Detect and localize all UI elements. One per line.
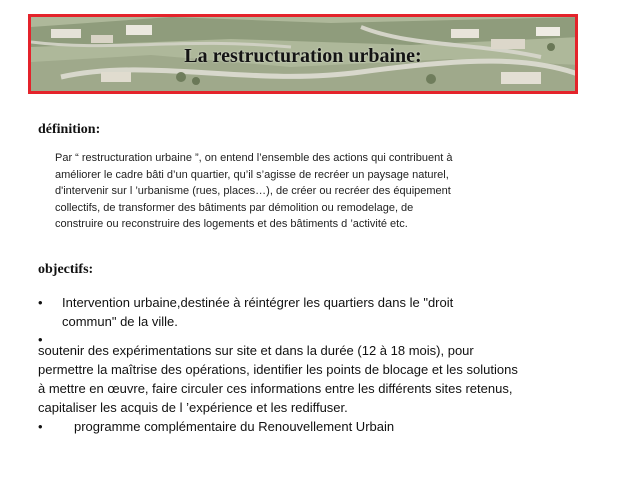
objective-2-line: à mettre en œuvre, faire circuler ces informations entre les différents sites retenus, — [38, 381, 513, 396]
definition-heading: définition: — [38, 122, 101, 137]
list-item — [38, 341, 613, 417]
header-banner — [28, 14, 578, 94]
list-item — [38, 417, 394, 436]
definition-line: construire ou reconstruire des logements et des bâtiments d ’activité etc. — [55, 218, 408, 230]
objective-2-line: soutenir des expérimentations sur site et dans la durée (12 à 18 mois), pour — [38, 343, 474, 358]
objective-1-line-1: Intervention urbaine,destinée à réintégrer les quartiers dans le "droit — [62, 295, 454, 310]
objective-2-line: permettre la maîtrise des opérations, identifier les points de blocage et les solutions — [38, 362, 518, 377]
definition-text — [55, 150, 555, 233]
bullet-icon: • — [38, 295, 43, 310]
objectives-heading: objectifs: — [38, 262, 94, 277]
objective-2-line: capitaliser les acquis de l ’expérience et les rediffuser. — [38, 400, 348, 415]
definition-line: Par “ restructuration urbaine ”, on entend l’ensemble des actions qui contribuent à — [55, 152, 453, 164]
bullet-icon: • — [38, 419, 43, 434]
objective-3: programme complémentaire du Renouvellement Urbain — [74, 419, 395, 434]
bullet-icon: • — [38, 332, 43, 347]
objective-1-line-2: commun" de la ville. — [62, 314, 178, 329]
definition-line: collectifs, de transformer des bâtiments par démolition ou remodelage, de — [55, 201, 414, 214]
page-title: La restructuration urbaine: — [184, 45, 422, 67]
definition-line: d'intervenir sur l ’urbanisme (rues, places…), de créer ou recréer des équipement — [55, 185, 451, 197]
definition-line: améliorer le cadre bâti d’un quartier, qu’il s’agisse de recréer un paysage naturel, — [55, 168, 449, 181]
list-item — [38, 293, 453, 312]
